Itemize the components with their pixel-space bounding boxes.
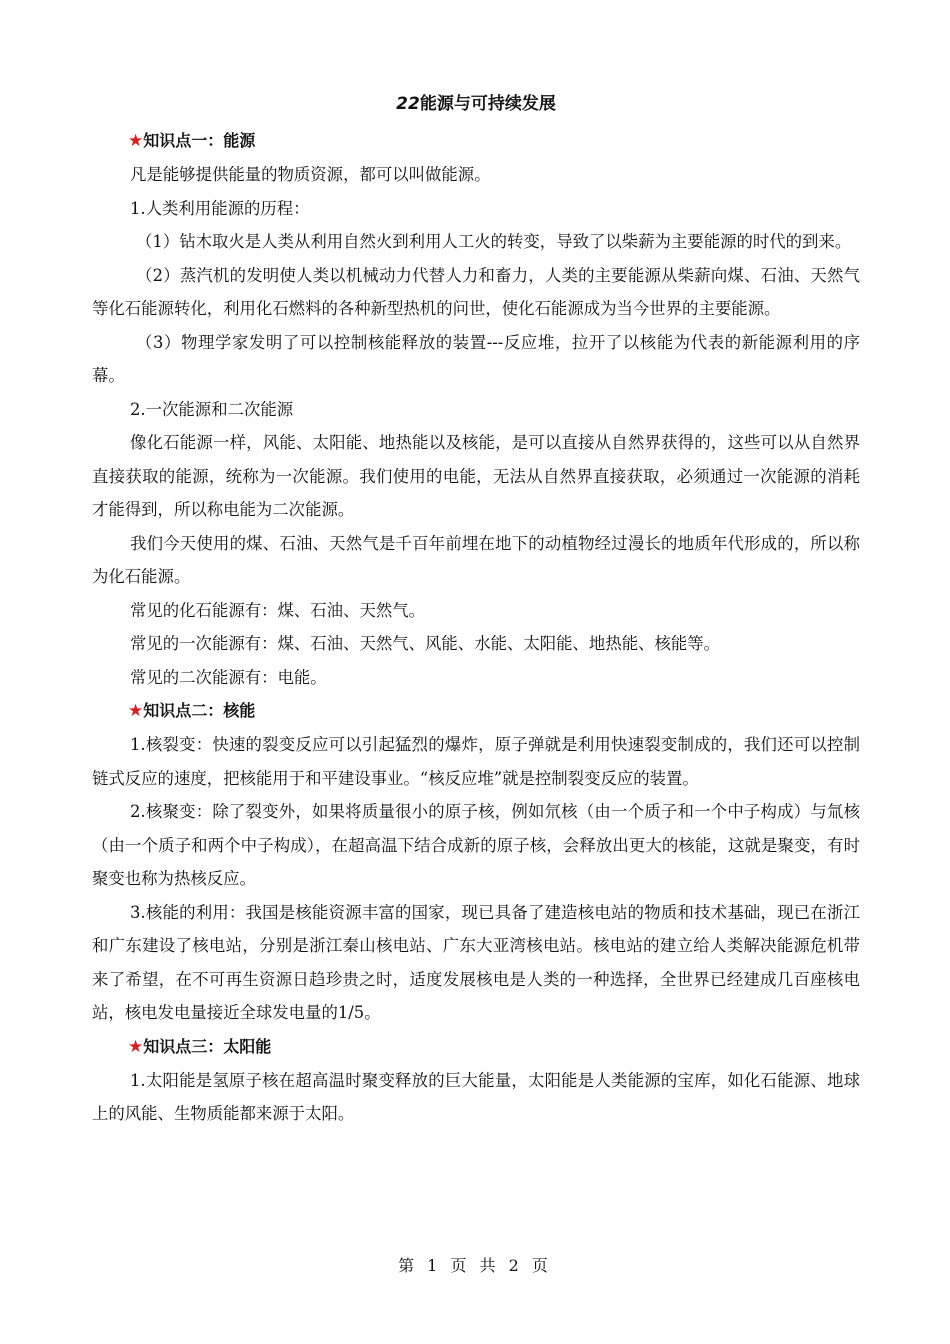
footer-page-number: 1	[427, 1256, 442, 1275]
section-heading-solar: ★知识点三：太阳能	[128, 1036, 272, 1057]
paragraph: 我们今天使用的煤、石油、天然气是千百年前埋在地下的动植物经过漫长的地质年代形成的，所以称为化石能源。	[92, 533, 860, 586]
section-heading-nuclear: ★知识点二：核能	[128, 701, 256, 721]
paragraph: 像化石能源一样，风能、太阳能、地热能以及核能，是可以直接从自然界获得的，这些可以从自然界直接获取的能源，统称为一次能源。我们使用的电能，无法从自然界直接获取，必须通过一次能源的消耗才能得到，所以称电能为二次能源。	[92, 433, 860, 519]
star-icon: ★	[128, 131, 144, 151]
page-footer	[0, 1254, 950, 1278]
paragraph: 1.人类利用能源的历程：	[130, 198, 310, 218]
paragraph: 凡是能够提供能量的物质资源，都可以叫做能源。	[130, 165, 491, 184]
footer-prefix: 第	[398, 1256, 419, 1275]
paragraph: （2）蒸汽机的发明使人类以机械动力代替人力和畜力，人类的主要能源从柴薪向煤、石油、天然气等化石能源转化，利用化石燃料的各种新型热机的问世，使化石能源成为当今世界的主要能源。	[92, 265, 860, 318]
star-icon: ★	[128, 1036, 144, 1057]
document-page	[92, 88, 860, 1131]
section-heading-energy: ★知识点一：能源	[128, 131, 256, 151]
paragraph: （1）钻木取火是人类从利用自然火到利用人工火的转变，导致了以柴薪为主要能源的时代的到来。	[136, 232, 852, 251]
title-text: 能源与可持续发展	[419, 94, 556, 114]
paragraph: 常见的化石能源有：煤、石油、天然气。	[130, 600, 426, 620]
footer-suffix: 页	[531, 1256, 552, 1275]
paragraph: 1.太阳能是氢原子核在超高温时聚变释放的巨大能量，太阳能是人类能源的宝库，如化石能源、地球上的风能、生物质能都来源于太阳。	[92, 1070, 860, 1123]
paragraph: 常见的一次能源有：煤、石油、天然气、风能、水能、太阳能、地热能、核能等。	[130, 634, 721, 653]
paragraph: 1.核裂变：快速的裂变反应可以引起猛烈的爆炸，原子弹就是利用快速裂变制成的，我们还可以控制链式反应的速度，把核能用于和平建设事业。“核反应堆”就是控制裂变反应的装置。	[92, 735, 860, 788]
star-icon: ★	[128, 701, 144, 721]
paragraph: （3）物理学家发明了可以控制核能释放的装置---反应堆，拉开了以核能为代表的新能源利用的序幕。	[92, 332, 860, 385]
paragraph: 2.核聚变：除了裂变外，如果将质量很小的原子核，例如氘核（由一个质子和一个中子构成）与氚核（由一个质子和两个中子构成），在超高温下结合成新的原子核，会释放出更大的核能，这就是聚变，有时聚变也称为热核反应。	[92, 802, 860, 888]
footer-middle: 页 共	[450, 1256, 500, 1275]
footer-total-pages: 2	[508, 1256, 523, 1275]
paragraph: 2.一次能源和二次能源	[130, 399, 294, 419]
paragraph: 常见的二次能源有：电能。	[130, 667, 327, 687]
document-title	[92, 88, 860, 120]
title-number: 22	[396, 94, 420, 114]
paragraph: 3.核能的利用：我国是核能资源丰富的国家，现已具备了建造核电站的物质和技术基础，现已在浙江和广东建设了核电站，分别是浙江秦山核电站、广东大亚湾核电站。核电站的建立给人类解决能源危机带来了希望，在不可再生资源日趋珍贵之时，适度发展核电是人类的一种选择，全世界已经建成几百座核电站，核电发电量接近全球发电量的1/5。	[92, 902, 860, 1022]
